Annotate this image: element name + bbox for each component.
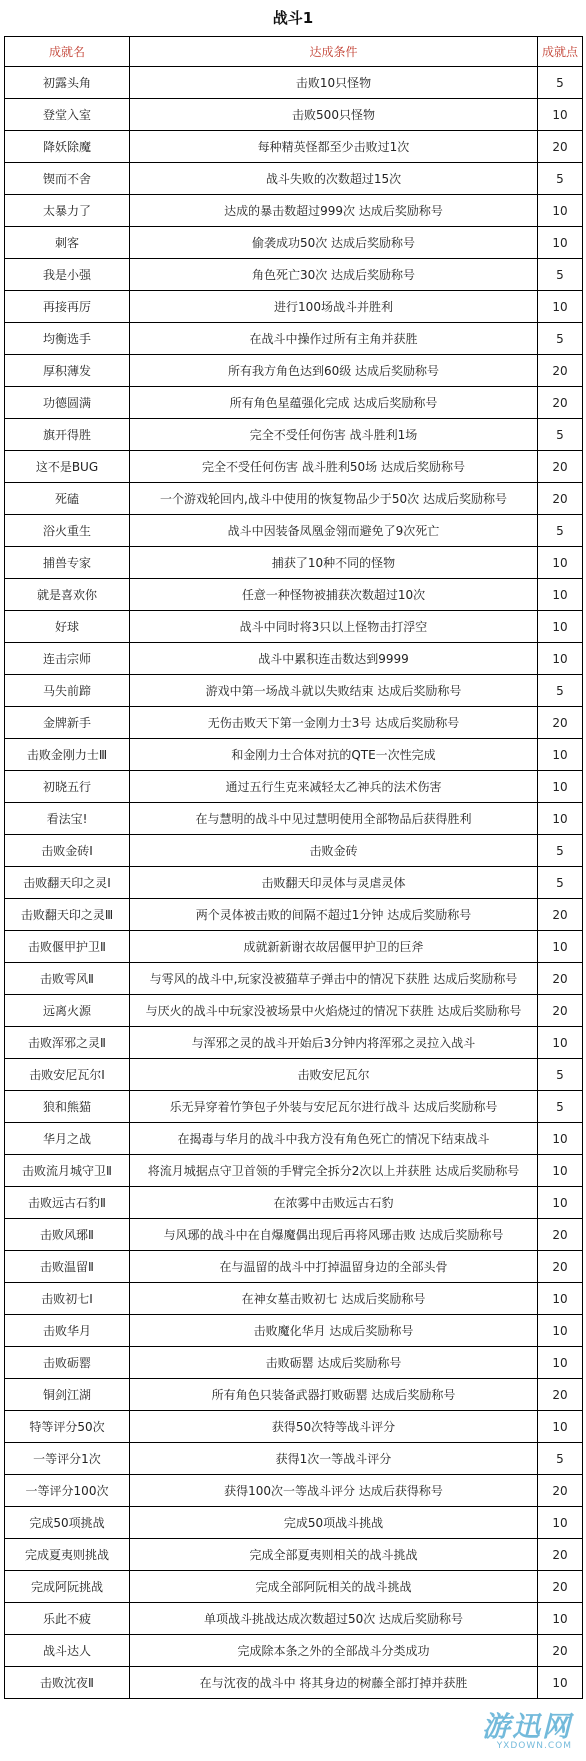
points-cell: 20 (538, 1635, 583, 1667)
points-cell: 20 (538, 1251, 583, 1283)
condition-cell: 在与温留的战斗中打掉温留身边的全部头骨 (130, 1251, 538, 1283)
points-cell: 10 (538, 1347, 583, 1379)
achievement-name-cell: 击败沈夜Ⅱ (5, 1667, 130, 1699)
table-row (5, 355, 583, 387)
points-cell: 10 (538, 643, 583, 675)
condition-cell: 战斗中累积连击数达到9999 (130, 643, 538, 675)
table-row (5, 931, 583, 963)
achievement-name-cell: 均衡选手 (5, 323, 130, 355)
points-cell: 10 (538, 1603, 583, 1635)
points-cell: 10 (538, 1507, 583, 1539)
achievement-name-cell: 击败风琊Ⅱ (5, 1219, 130, 1251)
points-cell: 10 (538, 579, 583, 611)
points-cell: 10 (538, 611, 583, 643)
condition-cell: 击败翻天印灵体与灵虐灵体 (130, 867, 538, 899)
achievement-name-cell: 华月之战 (5, 1123, 130, 1155)
points-cell: 10 (538, 1123, 583, 1155)
points-cell: 5 (538, 1059, 583, 1091)
table-row (5, 1027, 583, 1059)
table-row (5, 1059, 583, 1091)
column-header-condition: 达成条件 (130, 37, 538, 67)
achievement-name-cell: 旗开得胜 (5, 419, 130, 451)
condition-cell: 击败金砖 (130, 835, 538, 867)
condition-cell: 与浑邪之灵的战斗开始后3分钟内将浑邪之灵拉入战斗 (130, 1027, 538, 1059)
points-cell: 10 (538, 931, 583, 963)
achievement-name-cell: 击败砺罂 (5, 1347, 130, 1379)
watermark-logo (481, 1710, 572, 1751)
condition-cell: 捕获了10种不同的怪物 (130, 547, 538, 579)
table-row (5, 1187, 583, 1219)
achievement-name-cell: 击败浑邪之灵Ⅱ (5, 1027, 130, 1059)
condition-cell: 完成除本条之外的全部战斗分类成功 (130, 1635, 538, 1667)
points-cell: 20 (538, 387, 583, 419)
points-cell: 10 (538, 547, 583, 579)
achievement-name-cell: 击败金砖Ⅰ (5, 835, 130, 867)
table-row (5, 259, 583, 291)
achievement-name-cell: 厚积薄发 (5, 355, 130, 387)
condition-cell: 一个游戏轮回内,战斗中使用的恢复物品少于50次 达成后奖励称号 (130, 483, 538, 515)
achievement-name-cell: 就是喜欢你 (5, 579, 130, 611)
condition-cell: 击败安尼瓦尔 (130, 1059, 538, 1091)
points-cell: 5 (538, 67, 583, 99)
achievement-name-cell: 击败安尼瓦尔Ⅰ (5, 1059, 130, 1091)
condition-cell: 进行100场战斗并胜利 (130, 291, 538, 323)
condition-cell: 偷袭成功50次 达成后奖励称号 (130, 227, 538, 259)
table-row (5, 675, 583, 707)
achievement-name-cell: 完成阿阮挑战 (5, 1571, 130, 1603)
achievement-name-cell: 击败翻天印之灵Ⅲ (5, 899, 130, 931)
table-row (5, 1123, 583, 1155)
condition-cell: 在浓雾中击败远古石豹 (130, 1187, 538, 1219)
points-cell: 10 (538, 1027, 583, 1059)
condition-cell: 在揭毒与华月的战斗中我方没有角色死亡的情况下结束战斗 (130, 1123, 538, 1155)
condition-cell: 获得1次一等战斗评分 (130, 1443, 538, 1475)
table-row (5, 1155, 583, 1187)
achievement-name-cell: 浴火重生 (5, 515, 130, 547)
table-row (5, 67, 583, 99)
achievement-name-cell: 击败翻天印之灵Ⅰ (5, 867, 130, 899)
table-row (5, 771, 583, 803)
points-cell: 5 (538, 419, 583, 451)
table-row (5, 963, 583, 995)
achievement-name-cell: 再接再厉 (5, 291, 130, 323)
table-row (5, 1539, 583, 1571)
table-row (5, 739, 583, 771)
condition-cell: 战斗失败的次数超过15次 (130, 163, 538, 195)
achievement-name-cell: 铜剑江湖 (5, 1379, 130, 1411)
achievement-name-cell: 击败雩风Ⅱ (5, 963, 130, 995)
table-row (5, 1251, 583, 1283)
achievement-name-cell: 降妖除魔 (5, 131, 130, 163)
table-row (5, 643, 583, 675)
achievement-name-cell: 捕兽专家 (5, 547, 130, 579)
condition-cell: 任意一种怪物被捕获次数超过10次 (130, 579, 538, 611)
condition-cell: 完成全部阿阮相关的战斗挑战 (130, 1571, 538, 1603)
condition-cell: 所有角色星蕴强化完成 达成后奖励称号 (130, 387, 538, 419)
table-row (5, 163, 583, 195)
watermark-url: YXDOWN.COM (496, 1741, 572, 1751)
condition-cell: 完全不受任何伤害 战斗胜利50场 达成后奖励称号 (130, 451, 538, 483)
achievement-name-cell: 连击宗师 (5, 643, 130, 675)
points-cell: 20 (538, 1571, 583, 1603)
points-cell: 5 (538, 835, 583, 867)
points-cell: 5 (538, 163, 583, 195)
condition-cell: 完全不受任何伤害 战斗胜利1场 (130, 419, 538, 451)
achievement-name-cell: 登堂入室 (5, 99, 130, 131)
condition-cell: 击败砺罂 达成后奖励称号 (130, 1347, 538, 1379)
points-cell: 10 (538, 739, 583, 771)
points-cell: 10 (538, 1283, 583, 1315)
condition-cell: 所有我方角色达到60级 达成后奖励称号 (130, 355, 538, 387)
achievement-name-cell: 刺客 (5, 227, 130, 259)
condition-cell: 战斗中同时将3只以上怪物击打浮空 (130, 611, 538, 643)
points-cell: 5 (538, 1091, 583, 1123)
achievement-name-cell: 特等评分50次 (5, 1411, 130, 1443)
table-row (5, 451, 583, 483)
table-row (5, 1667, 583, 1699)
condition-cell: 与风琊的战斗中在自爆魔偶出现后再将风琊击败 达成后奖励称号 (130, 1219, 538, 1251)
achievement-name-cell: 这不是BUG (5, 451, 130, 483)
achievement-name-cell: 死磕 (5, 483, 130, 515)
condition-cell: 获得100次一等战斗评分 达成后获得称号 (130, 1475, 538, 1507)
table-row (5, 323, 583, 355)
points-cell: 20 (538, 1379, 583, 1411)
achievement-name-cell: 看法宝! (5, 803, 130, 835)
points-cell: 20 (538, 1539, 583, 1571)
achievement-name-cell: 击败偃甲护卫Ⅱ (5, 931, 130, 963)
achievement-name-cell: 完成夏夷则挑战 (5, 1539, 130, 1571)
table-row (5, 899, 583, 931)
table-row (5, 1571, 583, 1603)
achievement-name-cell: 击败华月 (5, 1315, 130, 1347)
table-row (5, 1475, 583, 1507)
condition-cell: 单项战斗挑战达成次数超过50次 达成后奖励称号 (130, 1603, 538, 1635)
table-row (5, 1315, 583, 1347)
condition-cell: 达成的暴击数超过999次 达成后奖励称号 (130, 195, 538, 227)
table-body (5, 67, 583, 1699)
column-header-name: 成就名 (5, 37, 130, 67)
achievement-name-cell: 完成50项挑战 (5, 1507, 130, 1539)
points-cell: 10 (538, 195, 583, 227)
achievement-name-cell: 马失前蹄 (5, 675, 130, 707)
points-cell: 20 (538, 355, 583, 387)
achievement-name-cell: 初露头角 (5, 67, 130, 99)
table-row (5, 867, 583, 899)
table-row (5, 291, 583, 323)
points-cell: 5 (538, 1443, 583, 1475)
achievement-name-cell: 击败金刚力士Ⅲ (5, 739, 130, 771)
points-cell: 20 (538, 131, 583, 163)
table-row (5, 387, 583, 419)
points-cell: 5 (538, 867, 583, 899)
points-cell: 10 (538, 771, 583, 803)
points-cell: 5 (538, 515, 583, 547)
condition-cell: 击败500只怪物 (130, 99, 538, 131)
header-row (5, 37, 583, 67)
points-cell: 10 (538, 1155, 583, 1187)
table-row (5, 99, 583, 131)
table-row (5, 547, 583, 579)
table-row (5, 227, 583, 259)
condition-cell: 通过五行生克来减轻太乙神兵的法术伤害 (130, 771, 538, 803)
table-row (5, 579, 583, 611)
points-cell: 5 (538, 675, 583, 707)
condition-cell: 成就新新谢衣故居偃甲护卫的巨斧 (130, 931, 538, 963)
table-row (5, 483, 583, 515)
condition-cell: 和金刚力士合体对抗的QTE一次性完成 (130, 739, 538, 771)
achievement-name-cell: 一等评分1次 (5, 1443, 130, 1475)
table-row (5, 803, 583, 835)
points-cell: 10 (538, 1667, 583, 1699)
table-row (5, 995, 583, 1027)
condition-cell: 所有角色只装备武器打败砺罂 达成后奖励称号 (130, 1379, 538, 1411)
table-row (5, 1443, 583, 1475)
condition-cell: 在与慧明的战斗中见过慧明使用全部物品后获得胜利 (130, 803, 538, 835)
achievement-name-cell: 我是小强 (5, 259, 130, 291)
points-cell: 10 (538, 1315, 583, 1347)
condition-cell: 将流月城据点守卫首领的手臂完全拆分2次以上并获胜 达成后奖励称号 (130, 1155, 538, 1187)
achievement-name-cell: 战斗达人 (5, 1635, 130, 1667)
points-cell: 20 (538, 963, 583, 995)
page-title: 战斗1 (272, 9, 314, 27)
condition-cell: 在神女墓击败初七 达成后奖励称号 (130, 1283, 538, 1315)
table-row (5, 1635, 583, 1667)
condition-cell: 角色死亡30次 达成后奖励称号 (130, 259, 538, 291)
condition-cell: 完成50项战斗挑战 (130, 1507, 538, 1539)
condition-cell: 游戏中第一场战斗就以失败结束 达成后奖励称号 (130, 675, 538, 707)
points-cell: 5 (538, 323, 583, 355)
table-row (5, 515, 583, 547)
table-row (5, 131, 583, 163)
points-cell: 20 (538, 707, 583, 739)
points-cell: 10 (538, 803, 583, 835)
table-row (5, 611, 583, 643)
table-row (5, 195, 583, 227)
achievement-table (4, 36, 583, 1699)
table-row (5, 707, 583, 739)
achievement-name-cell: 太暴力了 (5, 195, 130, 227)
condition-cell: 两个灵体被击败的间隔不超过1分钟 达成后奖励称号 (130, 899, 538, 931)
condition-cell: 与厌火的战斗中玩家没被场景中火焰烧过的情况下获胜 达成后奖励称号 (130, 995, 538, 1027)
points-cell: 5 (538, 259, 583, 291)
points-cell: 10 (538, 227, 583, 259)
points-cell: 20 (538, 483, 583, 515)
achievement-name-cell: 功德圆满 (5, 387, 130, 419)
points-cell: 10 (538, 99, 583, 131)
achievement-name-cell: 好球 (5, 611, 130, 643)
condition-cell: 获得50次特等战斗评分 (130, 1411, 538, 1443)
condition-cell: 击败魔化华月 达成后奖励称号 (130, 1315, 538, 1347)
table-row (5, 1347, 583, 1379)
achievement-name-cell: 远离火源 (5, 995, 130, 1027)
table-row (5, 1091, 583, 1123)
achievement-name-cell: 一等评分100次 (5, 1475, 130, 1507)
table-row (5, 1219, 583, 1251)
table-row (5, 835, 583, 867)
condition-cell: 在与沈夜的战斗中 将其身边的树藤全部打掉并获胜 (130, 1667, 538, 1699)
condition-cell: 击败10只怪物 (130, 67, 538, 99)
table-row (5, 1603, 583, 1635)
achievement-name-cell: 击败温留Ⅱ (5, 1251, 130, 1283)
achievement-name-cell: 乐此不疲 (5, 1603, 130, 1635)
achievement-name-cell: 锲而不舍 (5, 163, 130, 195)
table-row (5, 1379, 583, 1411)
condition-cell: 完成全部夏夷则相关的战斗挑战 (130, 1539, 538, 1571)
achievement-name-cell: 击败流月城守卫Ⅱ (5, 1155, 130, 1187)
achievement-name-cell: 初晓五行 (5, 771, 130, 803)
points-cell: 20 (538, 995, 583, 1027)
achievement-name-cell: 狼和熊猫 (5, 1091, 130, 1123)
table-row (5, 419, 583, 451)
column-header-points: 成就点 (538, 37, 583, 67)
points-cell: 20 (538, 1219, 583, 1251)
condition-cell: 乐无异穿着竹笋包子外装与安尼瓦尔进行战斗 达成后奖励称号 (130, 1091, 538, 1123)
achievement-name-cell: 击败初七Ⅰ (5, 1283, 130, 1315)
points-cell: 20 (538, 1475, 583, 1507)
points-cell: 20 (538, 451, 583, 483)
condition-cell: 无伤击败天下第一金刚力士3号 达成后奖励称号 (130, 707, 538, 739)
points-cell: 10 (538, 1411, 583, 1443)
watermark-logo-text: 游迅网 (481, 1710, 572, 1743)
table-row (5, 1411, 583, 1443)
condition-cell: 每种精英怪都至少击败过1次 (130, 131, 538, 163)
table-row (5, 1283, 583, 1315)
points-cell: 20 (538, 899, 583, 931)
condition-cell: 与雩风的战斗中,玩家没被猫草子弹击中的情况下获胜 达成后奖励称号 (130, 963, 538, 995)
condition-cell: 在战斗中操作过所有主角并获胜 (130, 323, 538, 355)
points-cell: 10 (538, 291, 583, 323)
achievement-name-cell: 击败远古石豹Ⅱ (5, 1187, 130, 1219)
table-row (5, 1507, 583, 1539)
points-cell: 10 (538, 1187, 583, 1219)
achievement-name-cell: 金牌新手 (5, 707, 130, 739)
condition-cell: 战斗中因装备凤凰金翎而避免了9次死亡 (130, 515, 538, 547)
